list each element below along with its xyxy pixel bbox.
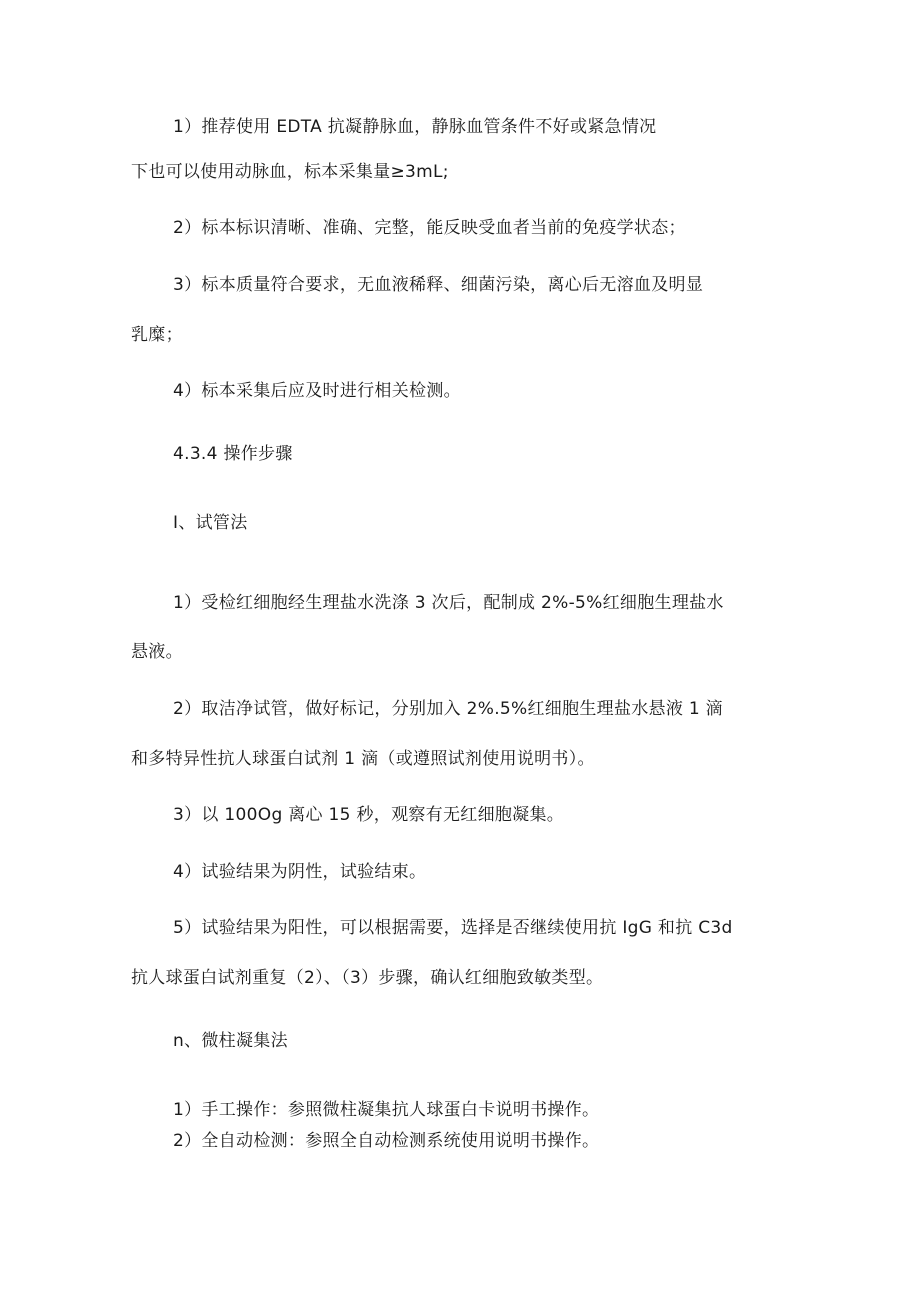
text-line: 2）标本标识清晰、准确、完整，能反映受血者当前的免疫学状态； (173, 218, 686, 238)
text-line: 2）取洁净试管，做好标记，分别加入 2%.5%红细胞生理盐水悬液 1 滴 (173, 699, 723, 719)
text-line: 4）试验结果为阴性，试验结束。 (173, 862, 427, 882)
text-line: 2）全自动检测：参照全自动检测系统使用说明书操作。 (173, 1131, 600, 1151)
section-heading: 4.3.4 操作步骤 (173, 444, 293, 464)
text-line: 3）标本质量符合要求，无血液稀释、细菌污染，离心后无溶血及明显 (173, 275, 704, 295)
text-line: 4）标本采集后应及时进行相关检测。 (173, 381, 461, 401)
text-line: 5）试验结果为阳性，可以根据需要，选择是否继续使用抗 IgG 和抗 C3d (173, 918, 733, 938)
text-line: 1）受检红细胞经生理盐水洗涤 3 次后，配制成 2%-5%红细胞生理盐水 (173, 593, 724, 613)
text-line: 3）以 100Og 离心 15 秒，观察有无红细胞凝集。 (173, 805, 565, 825)
text-line: 抗人球蛋白试剂重复（2）、（3）步骤，确认红细胞致敏类型。 (131, 968, 604, 988)
text-line: 乳糜； (131, 325, 183, 345)
text-line: 1）手工操作：参照微柱凝集抗人球蛋白卡说明书操作。 (173, 1100, 600, 1120)
subsection-heading: n、微柱凝集法 (173, 1031, 288, 1051)
text-line: 1）推荐使用 EDTA 抗凝静脉血，静脉血管条件不好或紧急情况 (173, 117, 657, 137)
subsection-heading: I、试管法 (173, 513, 248, 533)
text-line: 悬液。 (131, 642, 183, 662)
text-line: 下也可以使用动脉血，标本采集量≥3mL; (131, 162, 449, 182)
text-line: 和多特异性抗人球蛋白试剂 1 滴（或遵照试剂使用说明书）。 (131, 749, 595, 769)
